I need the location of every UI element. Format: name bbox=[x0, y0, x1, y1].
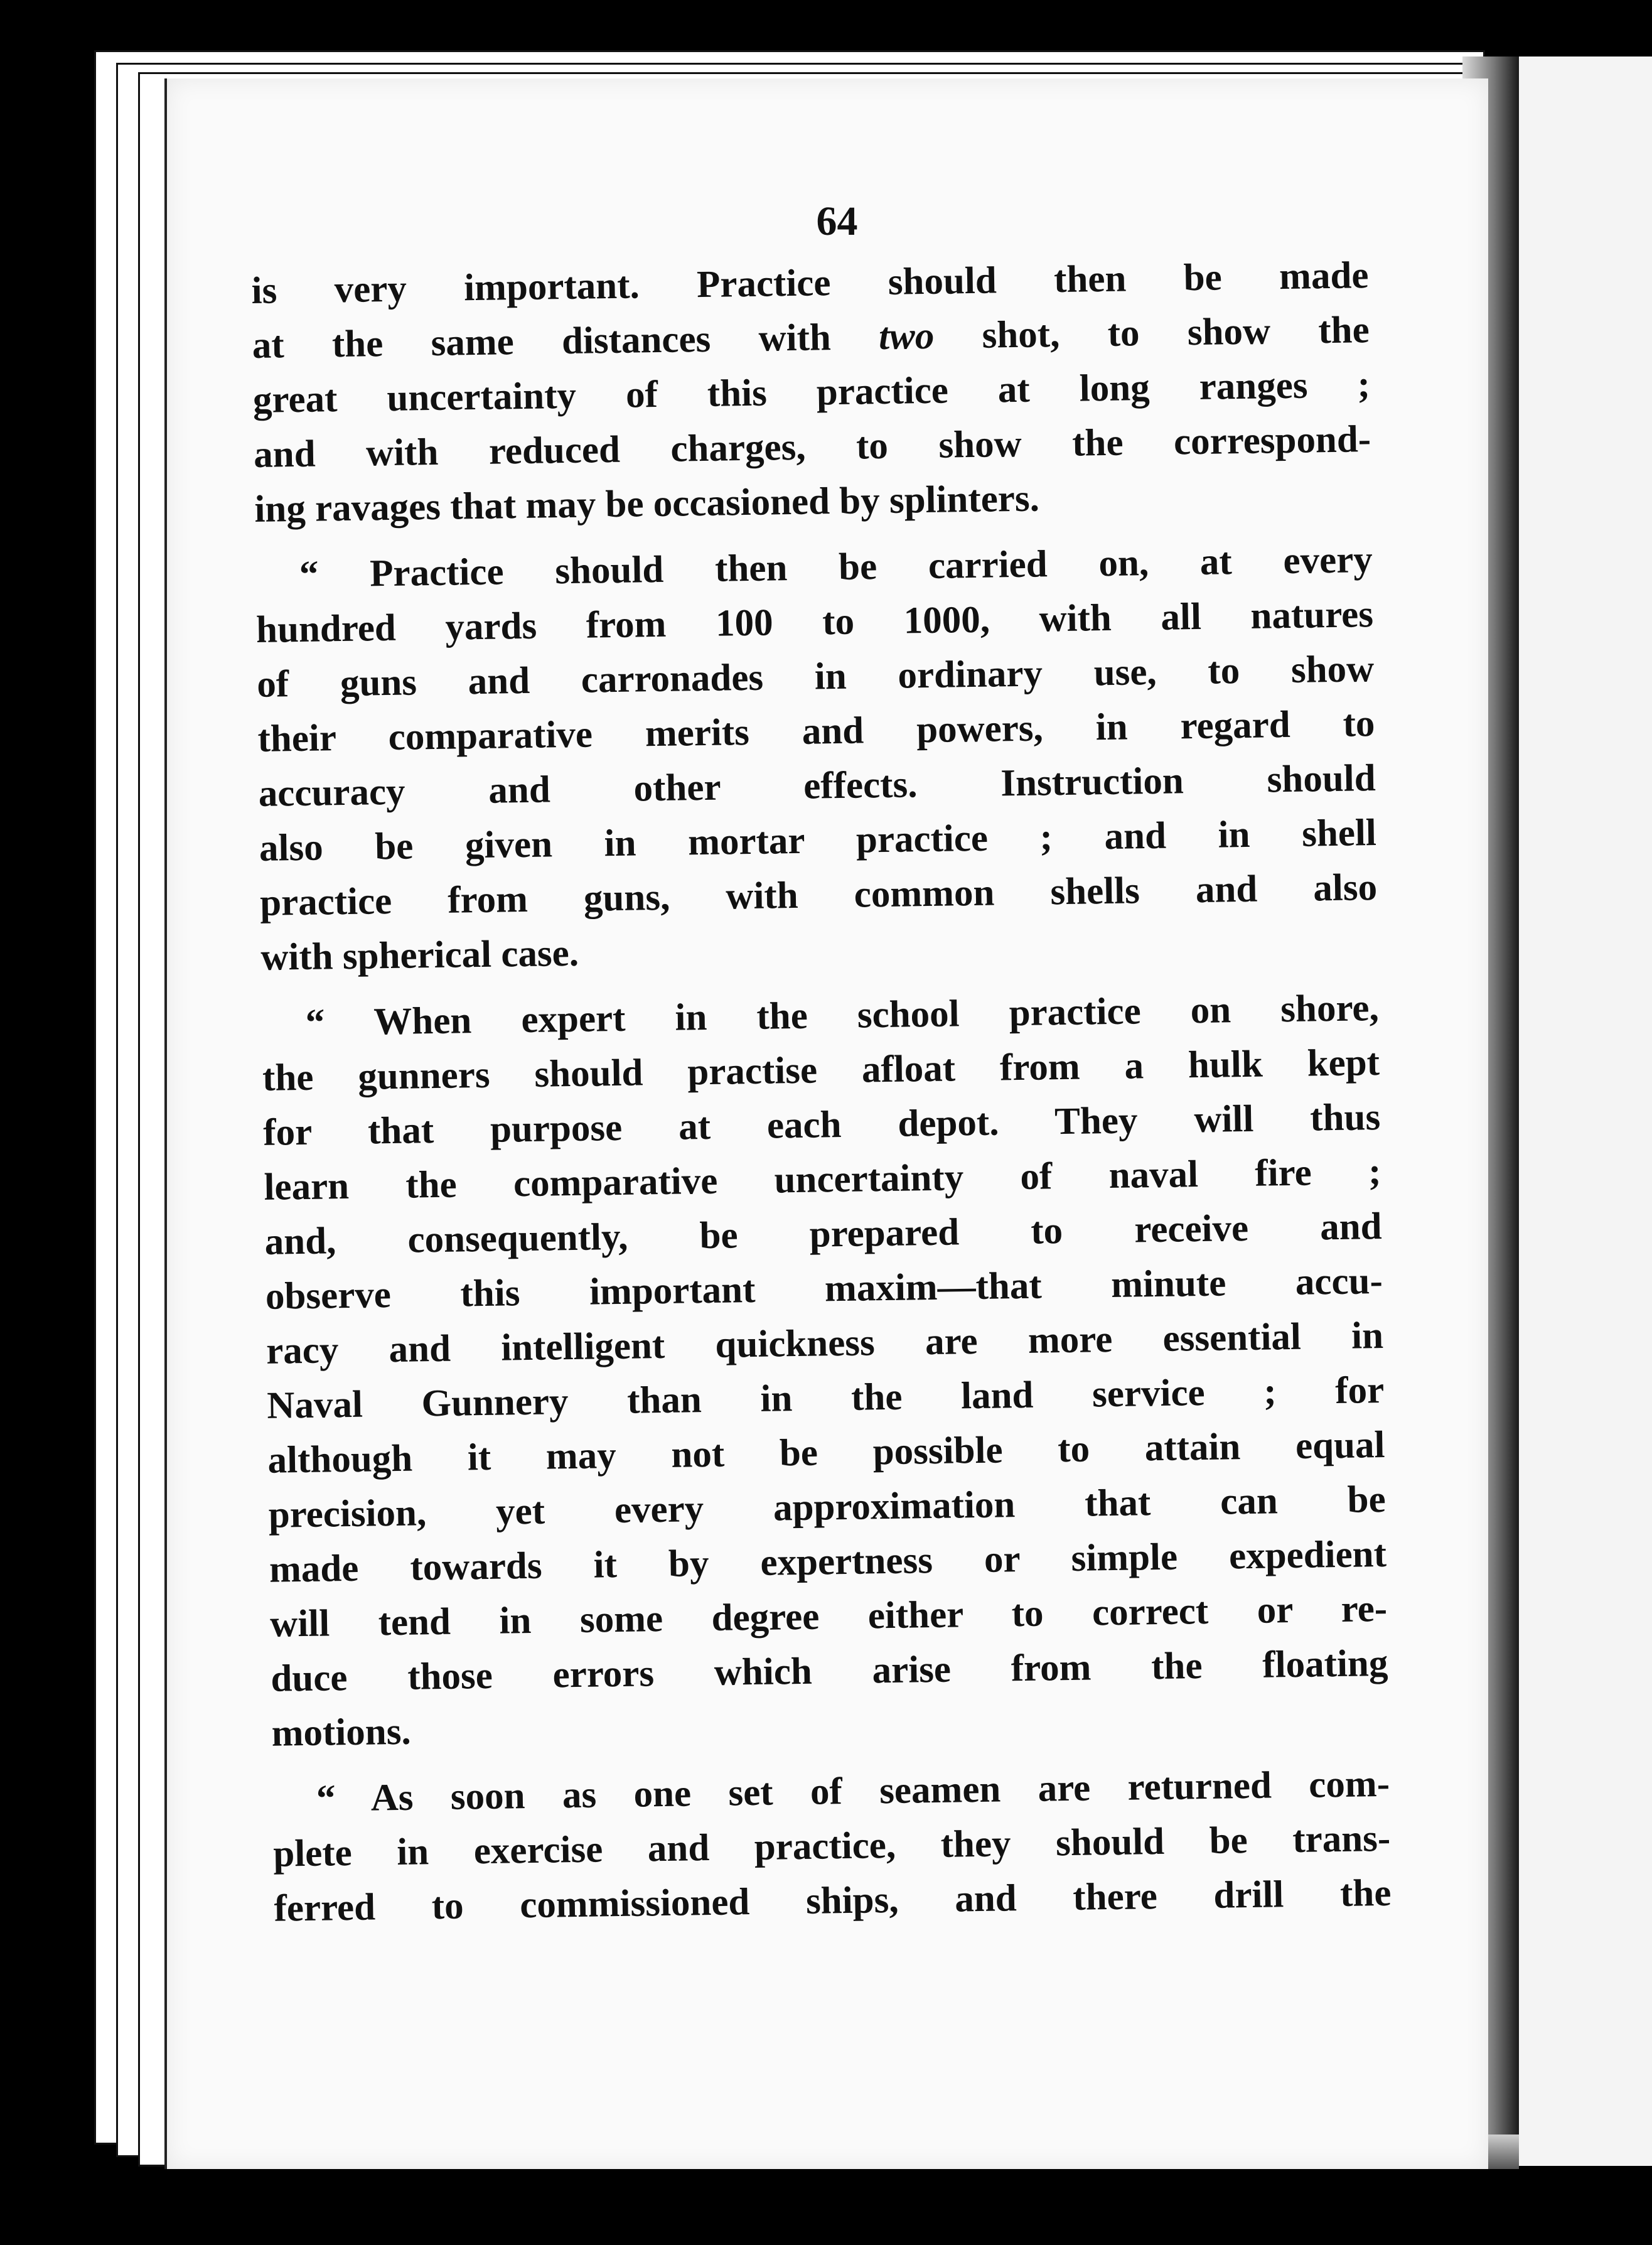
text-line: precision, yet every approximation that can be bbox=[268, 1478, 1386, 1536]
text-line: practice from guns, with common shells and also bbox=[259, 866, 1378, 924]
text-line: “ As soon as one set of seamen are returned com- bbox=[316, 1762, 1390, 1820]
text-line: racy and intelligent quickness are more essential in bbox=[266, 1314, 1384, 1372]
text-line: and with reduced charges, to show the correspond- bbox=[253, 418, 1371, 476]
text-line: although it may not be possible to attain equal bbox=[267, 1423, 1385, 1482]
text-line: and, consequently, be prepared to receive and bbox=[264, 1205, 1383, 1263]
text-line: is very important. Practice should then be made bbox=[251, 254, 1369, 312]
text-line: made towards it by expertness or simple expedient bbox=[269, 1532, 1387, 1591]
text-line: the gunners should practise afloat from a hulk kept bbox=[262, 1042, 1380, 1099]
text-line: for that purpose at each depot. They will thus bbox=[262, 1096, 1381, 1154]
page-number: 64 bbox=[816, 198, 858, 244]
text-line: with spherical case. bbox=[260, 932, 579, 979]
text-line: accuracy and other effects. Instruction should bbox=[258, 757, 1376, 815]
text-line: of guns and carronades in ordinary use, to show bbox=[256, 648, 1375, 706]
text-line: ferred to commissioned ships, and there drill the bbox=[274, 1871, 1392, 1930]
text-line: hundred yards from 100 to 1000, with all natures bbox=[255, 593, 1374, 651]
text-line: learn the comparative uncertainty of naval fire ; bbox=[264, 1151, 1381, 1209]
text-segment: at the same distances with bbox=[252, 316, 879, 367]
text-line: also be given in mortar practice ; and in shell bbox=[259, 812, 1377, 869]
page-body-text bbox=[251, 248, 1392, 1936]
text-line: plete in exercise and practice, they should be trans- bbox=[272, 1817, 1391, 1875]
text-line: great uncertainty of this practice at long ranges ; bbox=[252, 363, 1371, 421]
text-line: “ Practice should then be carried on, at every bbox=[299, 539, 1373, 596]
text-line: will tend in some degree either to correct or re- bbox=[269, 1587, 1388, 1645]
text-line: ing ravages that may be occasioned by splinters. bbox=[254, 477, 1040, 530]
facing-page-edge bbox=[1519, 57, 1652, 2166]
text-line: Naval Gunnery than in the land service ; for bbox=[266, 1369, 1385, 1427]
text-line: motions. bbox=[271, 1710, 412, 1755]
emphasis-two: two bbox=[878, 315, 935, 358]
text-line: “ When expert in the school practice on shore, bbox=[305, 987, 1380, 1044]
text-line: observe this important maxim—that minute accu- bbox=[265, 1259, 1383, 1318]
text-segment: shot, to show the bbox=[933, 309, 1370, 357]
text-line: their comparative merits and powers, in regard to bbox=[257, 703, 1375, 760]
text-line: duce those errors which arise from the floating bbox=[271, 1642, 1388, 1700]
